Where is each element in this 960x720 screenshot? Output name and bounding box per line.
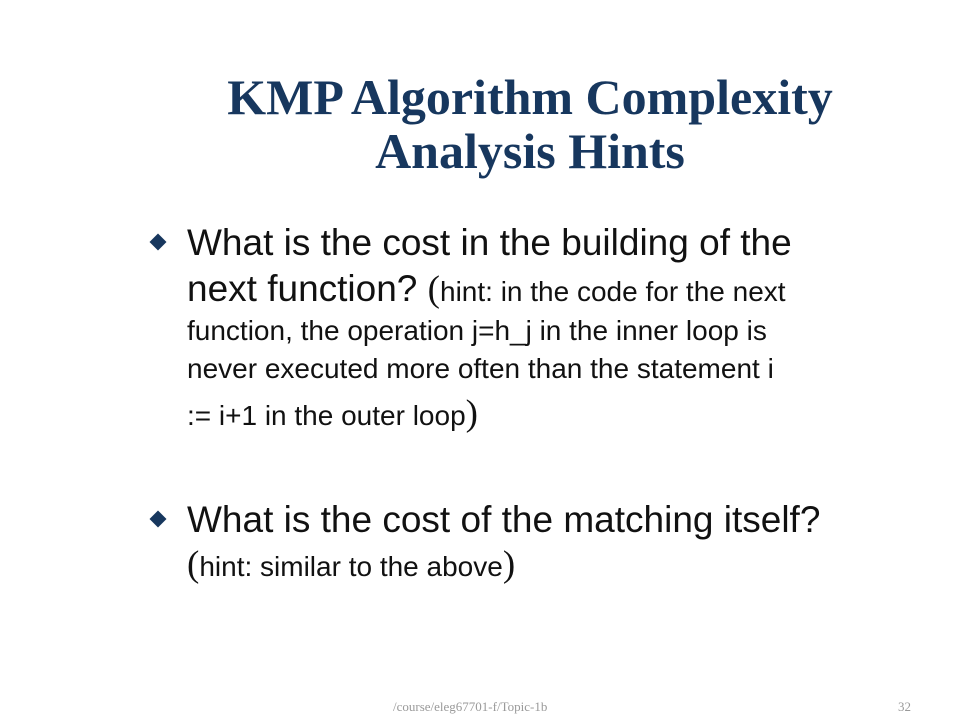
bullet-item-matching-cost <box>152 497 912 586</box>
diamond-bullet-icon <box>150 511 167 528</box>
bullet-text <box>187 497 912 586</box>
bullet-1-line-2 <box>187 266 912 312</box>
slide-title-line-1: KMP Algorithm Complexity <box>227 69 833 125</box>
slide-title-line-2: Analysis Hints <box>375 123 685 179</box>
diamond-bullet-icon <box>150 234 167 251</box>
bullet-2-close-paren: ) <box>502 544 516 585</box>
bullet-1-open-paren: ( <box>427 269 440 310</box>
bullet-1-line-4: never executed more often than the statement i <box>187 353 774 384</box>
bullet-text <box>187 220 912 435</box>
footer-page-number: 32 <box>898 699 911 714</box>
bullet-1-hint-start: hint: in the code for the next <box>440 276 786 307</box>
slide-title <box>120 70 940 178</box>
bullet-1-line-5 <box>187 392 912 435</box>
bullet-item-next-function-cost <box>152 220 912 435</box>
bullet-1-close-paren: ) <box>465 393 478 434</box>
bullet-2-line-2 <box>187 543 912 586</box>
bullet-2-line-1: What is the cost of the matching itself? <box>187 499 821 540</box>
bullet-2-hint: hint: similar to the above <box>199 551 503 582</box>
bullet-1-line-3: function, the operation j=h_j in the inner loop is <box>187 315 767 346</box>
slide-footer <box>0 699 960 715</box>
footer-course-path: /course/eleg67701-f/Topic-1b <box>393 699 548 714</box>
bullet-1-line-2-main: next function? <box>187 268 428 309</box>
bullet-2-open-paren: ( <box>187 544 200 585</box>
bullet-1-line-1: What is the cost in the building of the <box>187 222 792 263</box>
bullet-1-hint-end: := i+1 in the outer loop <box>187 400 466 431</box>
